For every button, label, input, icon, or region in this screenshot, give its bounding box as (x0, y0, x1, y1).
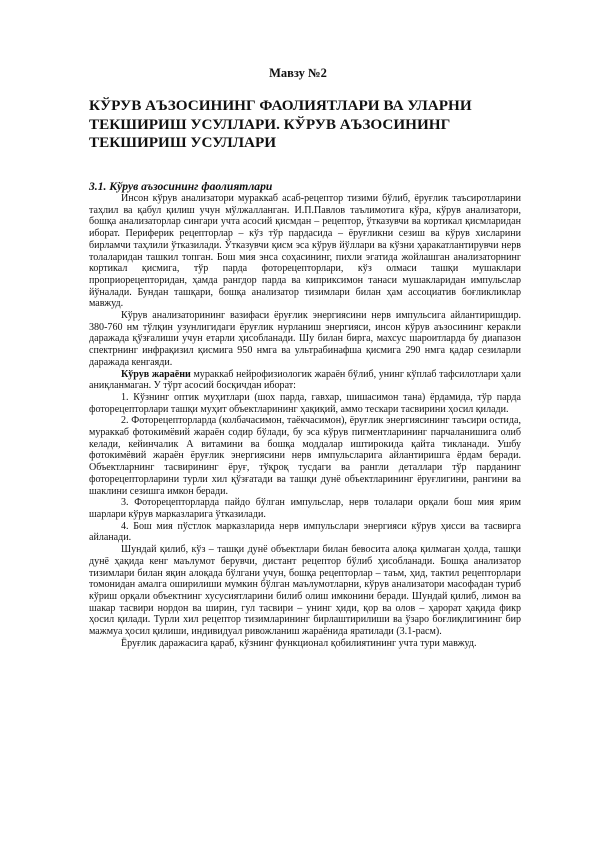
list-item: 2. Фоторецепторларда (колбачасимон, таёкчасимон), ёруғлик энергиясининг таъсири остида, мураккаб фотокимёвий жараён содир бўлади, бу эса кўрув пигментларининг парчаланишига олиб келади, кейинчалик А витамини ва бошқа моддалар иштирокида қайта тикланади. Ушбу фотокимёвий жараён ёруғлик энергиясини нерв импульсларига айлантиришга ёрдам беради. Объектларнинг тасвирининг ёруғ, тўқроқ тусдаги ва рангли деталлари тўр парданинг фоторецепторларини турли хил қўзғатади ва ташқи дунё объектларининг ёруғлигини, рангини ва шаклини сезишга имкон беради. (89, 415, 521, 497)
paragraph: Кўрув анализаторининг вазифаси ёруғлик энергиясини нерв импульсига айлантиришдир. 380-760 нм тўлқин узунлигидаги ёруғлик нурланиш энергияси, инсон кўрув аъзосининг керакли даражада қўзғалиши учун етарли ҳисобланади. Шу билан бирга, махсус шароитларда бу диапазон спектрнинг инфрақизил қисмига 950 нмга ва ультрабинафша қисмига 290 нмга қадар сезиларли даражада кенгаяди. (89, 310, 521, 368)
paragraph (89, 369, 521, 392)
paragraph: Шундай қилиб, кўз – ташқи дунё объектлари билан бевосита алоқа қилмаган ҳолда, ташқи дунё ҳақида кенг маълумот берувчи, дистант рецептор бўлиб ҳисобланади. Бошқа анализатор тизимлари билан яқин алоқада бўлгани учун, бошқа рецепторлар – таъм, ҳид, тактил рецепторлари томонидан амалга оширилиши мумкин бўлган маълумотларни, кўрув анализатори масофадан туриб кўриш орқали объектнинг хусусиятларини билиб олиш имконини беради. Шундай қилиб, лимон ва шакар тасвири нордон ва ширин, гул тасвири – унинг ҳиди, қор ва олов – ҳарорат ҳақида фикр ҳосил қилади. Турли хил рецептор тизимларининг бирлаштирилиши ва ўзаро боғлиқлигининг бир мажмуа ҳосил қилиши, индивидуал ривожланиш жараёнида яратилади (3.1-расм). (89, 544, 521, 638)
list-item: 3. Фоторецепторларда пайдо бўлган импульслар, нерв толалари орқали бош мия ярим шарлари кўрув марказларига ўтказилади. (89, 497, 521, 520)
body-text (89, 193, 521, 649)
list-item: 4. Бош мия пўстлок марказларида нерв импульслари энергияси кўрув ҳисси ва тасвирга айланади. (89, 520, 521, 544)
paragraph: Ёруғлик даражасига қараб, кўзнинг функционал қобилиятининг учта тури мавжуд. (121, 637, 477, 649)
section-heading: 3.1. Кўрув аъзосининг фаолиятлари (89, 180, 273, 193)
topic-number: Мавзу №2 (269, 66, 327, 80)
list-item: 1. Кўзнинг оптик муҳитлари (шох парда, гавхар, шишасимон тана) ёрдамида, тўр парда фоторецепторлари ташқи муҳит объектларининг ҳақиқий, аммо тескари тасвирини ҳосил қилади. (89, 391, 521, 415)
paragraph: Инсон кўрув анализатори мураккаб асаб-рецептор тизими бўлиб, ёруғлик таъсиротларини таҳлил ва қабул қилиш учун мўлжалланган. И.П.Павлов таълимотига кўра, кўрув анализатори, бошқа анализаторлар сингари учта асосий қисмдан – рецептор, ўтказувчи ва кортикал қисмларидан иборат. Периферик рецепторлар – кўз тўр пардасида – ёруғликни сезиш ва кўрув хисларини бирламчи таҳлили ўтказилади. Ўтказувчи қисм эса кўрув йўллари ва кўзни ҳаракатлантирувчи нерв толаларидан ташкил топган. Бош мия энса соҳасининг, пихли эгатида жойлашган анализаторнинг кортикал қисмига, тўр парда фоторецепторлари, кўз олмаси ташқи мушаклари проприорецепторидан, ҳамда рангдор парда ва киприксимон танаси мушакларидан импульслар йўналади. Бундан ташқари, бошқа анализатор тизимлари билан ҳам ассоциатив боғликликлар мавжуд. (89, 193, 521, 310)
page-title: КЎРУВ АЪЗОСИНИНГ ФАОЛИЯТЛАРИ ВА УЛАРНИ ТЕКШИРИШ УСУЛЛАРИ. КЎРУВ АЪЗОСИНИНГ ТЕКШИРИШ УСУЛЛАРИ (89, 97, 472, 151)
paragraph-text: мураккаб нейрофизиологик жараён бўлиб, унинг кўплаб тафсилотлари ҳали аниқланмаган. У тўрт асосий босқичдан иборат: (89, 368, 521, 392)
bold-term: Кўрув жараёни (121, 368, 191, 380)
